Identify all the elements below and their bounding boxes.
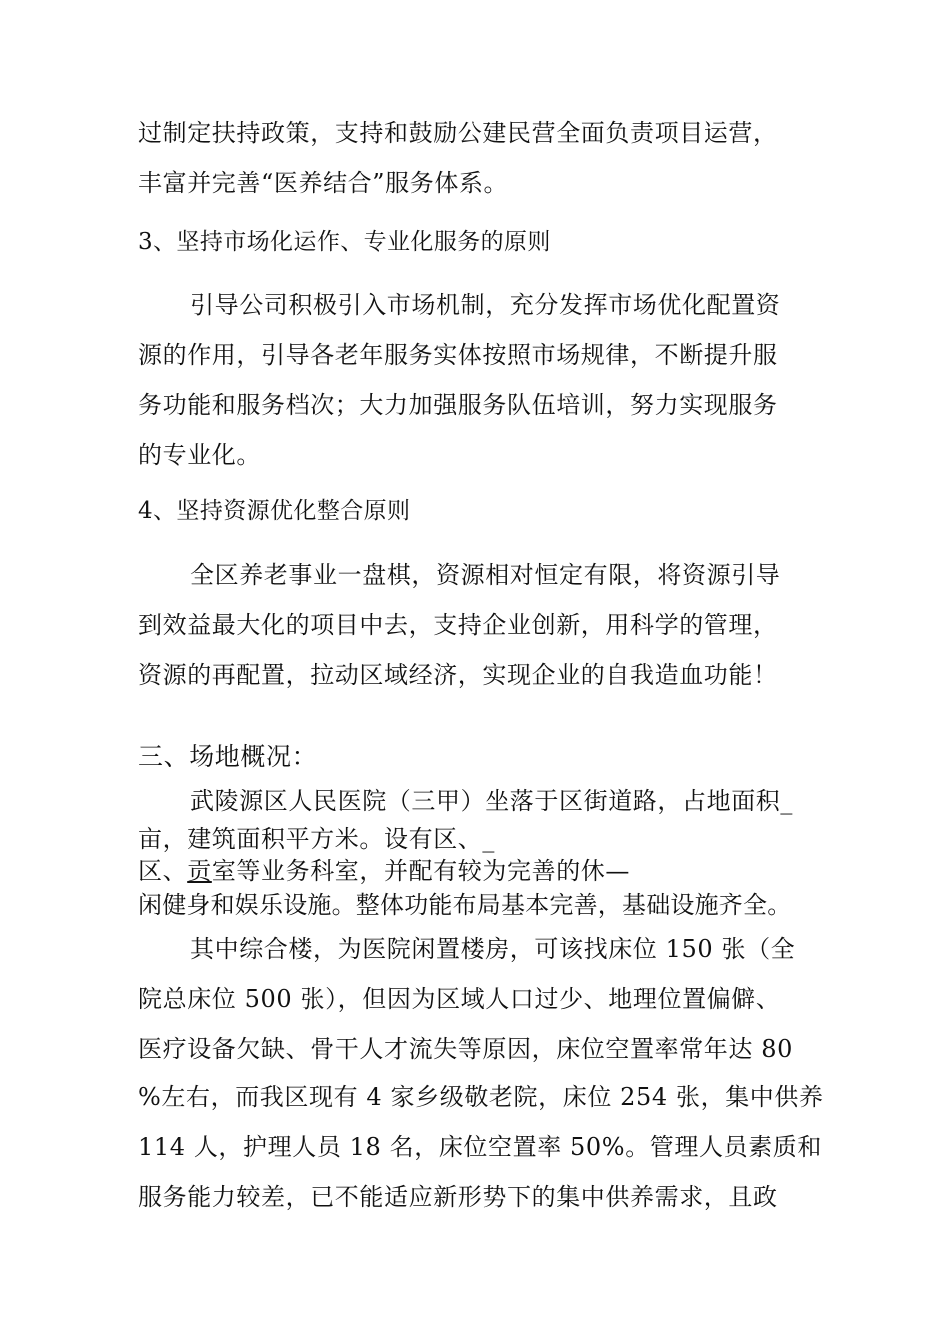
p4-line-1: 全区养老事业一盘棋，资源相对恒定有限，将资源引导 [190, 561, 781, 589]
building-line-1: 其中综合楼，为医院闲置楼房，可该找床位 150 张（全 [190, 935, 796, 963]
site-line-3-underlined: 贡 [187, 857, 212, 885]
heading-4: 4、坚持资源优化整合原则 [138, 498, 411, 524]
site-line-3-part-c: 室等业务科室，并配有较为完善的休— [211, 857, 631, 885]
site-line-2: 亩，建筑面积平方米。设有区、_ [138, 825, 495, 853]
building-line-6: 服务能力较差，已不能适应新形势下的集中供养需求，且政 [138, 1183, 778, 1211]
p3-line-2: 源的作用，引导各老年服务实体按照市场规律，不断提升服 [138, 341, 778, 369]
section-3-title: 三、场地概况： [138, 742, 318, 771]
p4-line-3: 资源的再配置，拉动区域经济，实现企业的自我造血功能！ [138, 661, 778, 689]
heading-3: 3、坚持市场化运作、专业化服务的原则 [138, 229, 551, 255]
building-line-5: 114 人，护理人员 18 名，床位空置率 50%。管理人员素质和 [138, 1133, 823, 1161]
site-line-3 [138, 856, 630, 886]
building-line-2: 院总床位 500 张），但因为区域人口过少、地理位置偏僻、 [138, 985, 781, 1013]
site-line-3-part-a: 区、 [138, 857, 188, 885]
intro-line-2: 丰富并完善“医养结合”服务体系。 [138, 169, 509, 197]
p4-line-2: 到效益最大化的项目中去，支持企业创新，用科学的管理， [138, 611, 778, 639]
building-line-4: %左右，而我区现有 4 家乡级敬老院，床位 254 张，集中供养 [138, 1083, 824, 1111]
site-line-1: 武陵源区人民医院（三甲）坐落于区街道路，占地面积_ [190, 787, 793, 815]
site-line-4: 闲健身和娱乐设施。整体功能布局基本完善，基础设施齐全。 [138, 891, 792, 919]
p3-line-1: 引导公司积极引入市场机制，充分发挥市场优化配置资 [190, 291, 781, 319]
building-line-3: 医疗设备欠缺、骨干人才流失等原因，床位空置率常年达 80 [138, 1035, 793, 1063]
p3-line-4: 的专业化。 [138, 441, 261, 469]
intro-line-1: 过制定扶持政策，支持和鼓励公建民营全面负责项目运营， [138, 119, 778, 147]
p3-line-3: 务功能和服务档次；大力加强服务队伍培训，努力实现服务 [138, 391, 778, 419]
